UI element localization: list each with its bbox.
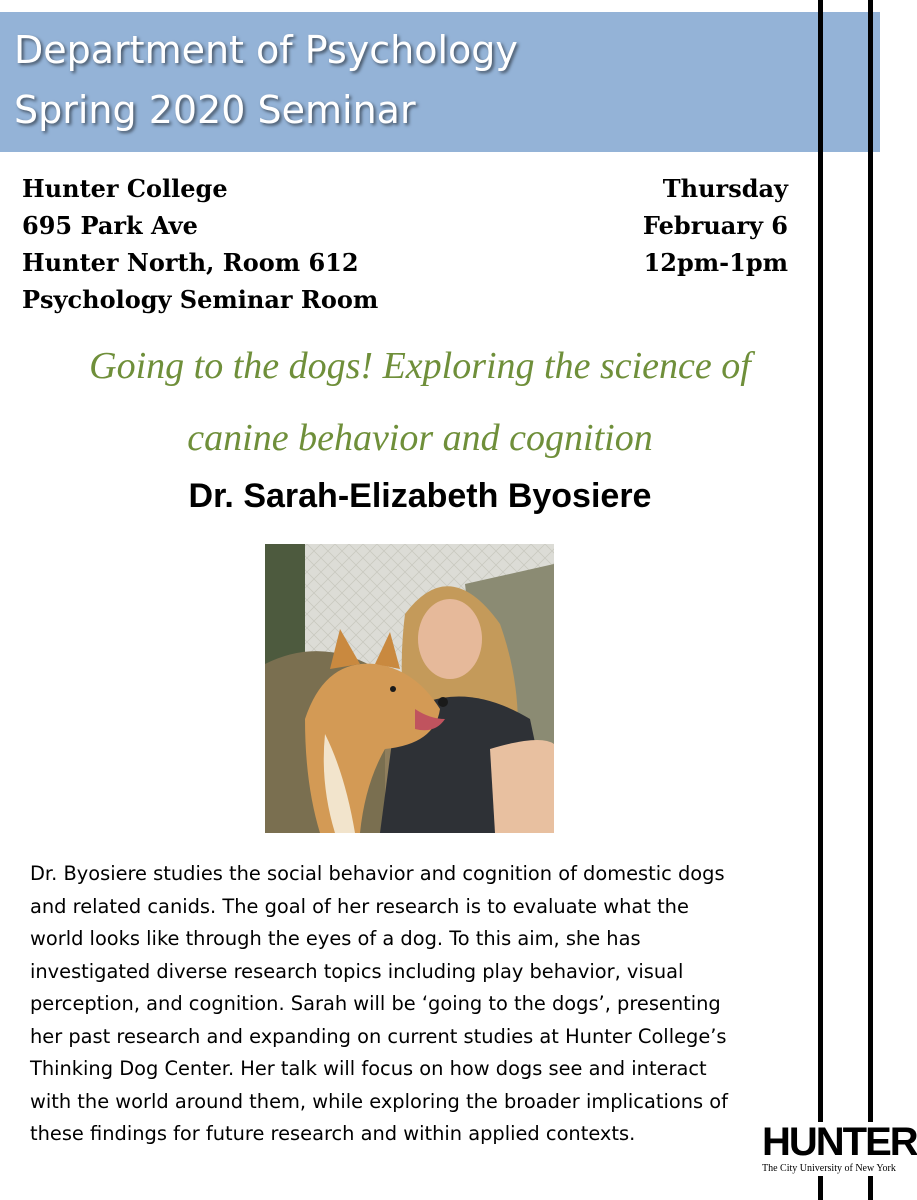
title-line-2: Spring 2020 Seminar	[14, 88, 416, 132]
header-banner	[0, 12, 880, 152]
bio-line: perception, and cognition. Sarah will be ‘going to the dogs’, presenting	[30, 992, 721, 1015]
venue-room: Hunter North, Room 612	[22, 248, 359, 277]
talk-title-line-1: Going to the dogs! Exploring the science of	[89, 345, 751, 387]
logo-subtitle: The City University of New York	[762, 1163, 896, 1174]
page-title	[14, 20, 518, 140]
bio-line: investigated diverse research topics including play behavior, visual	[30, 959, 684, 983]
bio-line: world looks like through the eyes of a dog. To this aim, she has	[30, 927, 641, 950]
bio-line: Dr. Byosiere studies the social behavior and cognition of domestic dogs	[30, 862, 725, 885]
title-line-1: Department of Psychology	[14, 28, 518, 72]
bio-line: these findings for future research and within applied contexts.	[30, 1122, 636, 1145]
vertical-rule-right	[868, 0, 873, 1200]
bio-line: her past research and expanding on current studies at Hunter College’s	[30, 1024, 727, 1048]
speaker-photo-illustration	[265, 544, 554, 833]
talk-title	[20, 330, 820, 474]
venue-block	[22, 170, 378, 318]
talk-title-line-2: canine behavior and cognition	[187, 417, 653, 459]
bio-line: with the world around them, while exploring the broader implications of	[30, 1089, 728, 1113]
speaker-bio	[30, 858, 820, 1151]
bio-line: Thinking Dog Center. Her talk will focus on how dogs see and interact	[30, 1057, 707, 1080]
speaker-name: Dr. Sarah-Elizabeth Byosiere	[188, 477, 652, 515]
venue-address: 695 Park Ave	[22, 211, 198, 240]
venue-room-name: Psychology Seminar Room	[22, 285, 379, 314]
hunter-logo	[762, 1120, 917, 1176]
speaker-photo	[265, 544, 554, 833]
schedule-block	[643, 170, 788, 281]
schedule-day: Thursday	[662, 174, 788, 203]
logo-wordmark: HUNTER	[762, 1120, 917, 1164]
schedule-date: February 6	[642, 211, 788, 240]
bio-line: and related canids. The goal of her research is to evaluate what the	[30, 894, 689, 918]
venue-institution: Hunter College	[22, 174, 228, 203]
schedule-time: 12pm-1pm	[643, 248, 788, 277]
